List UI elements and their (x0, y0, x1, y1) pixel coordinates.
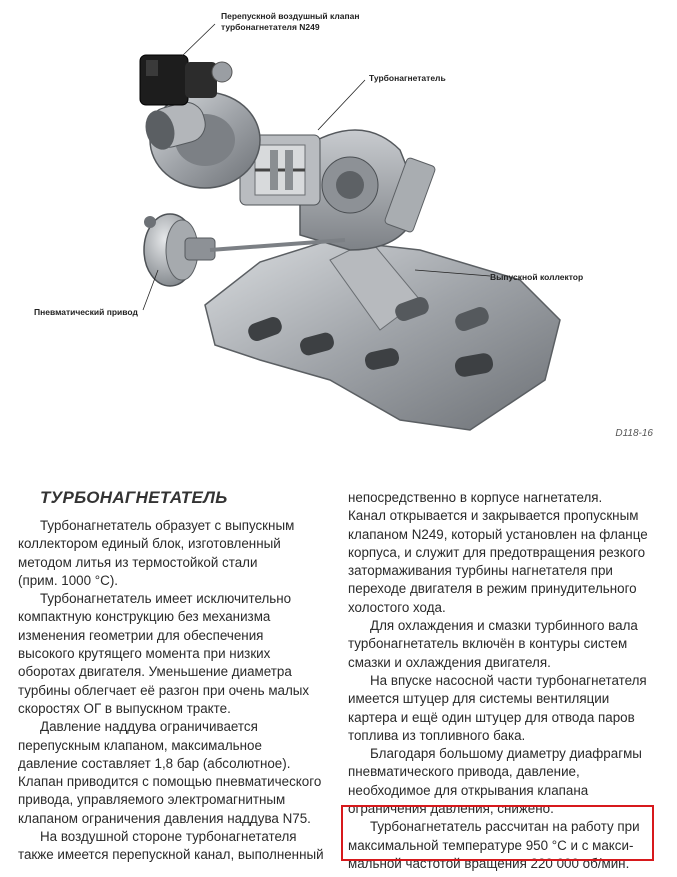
callout-valve-line2: турбонагнетателя N249 (221, 22, 320, 32)
text-line: высокого крутящего момента при низких (18, 646, 271, 662)
text-line: топлива из топливного бака. (348, 727, 526, 743)
exhaust-manifold (205, 240, 560, 430)
text-line: Клапан приводится с помощью пневматического (18, 774, 322, 790)
text-line: скоростях ОГ в выпускном тракте. (18, 700, 231, 716)
text-line: корпуса, и служит для предотвращения резкого (348, 544, 646, 560)
figure-id: D118-16 (615, 428, 653, 439)
text-line: картера и ещё один штуцер для отвода паров (348, 709, 635, 725)
text-line: клапаном ограничения давления наддува N75. (18, 810, 311, 826)
text-line: изменения геометрии для обеспечения (18, 627, 264, 643)
text-line: турбонагнетатель включён в контуры систем (348, 636, 628, 652)
text-line: имеется штуцер для системы вентиляции (348, 691, 610, 707)
text-line: На воздушной стороне турбонагнетателя (40, 829, 297, 845)
text-line: компактную конструкцию без механизма (18, 609, 271, 625)
text-line: Турбонагнетатель образует с выпускным (40, 518, 295, 533)
left-column (18, 517, 336, 865)
callout-exhaust-collector: Выпускной коллектор (490, 272, 584, 282)
text-line: привода, управляемого электромагнитным (18, 792, 286, 808)
highlighted-line: максимальной температуре 950 °C и с макси- (348, 837, 634, 853)
text-line: необходимое для открывания клапана (348, 782, 589, 798)
text-line: методом литья из термостойкой стали (18, 554, 258, 570)
text-line: Благодаря большому диаметру диафрагмы (370, 746, 642, 762)
text-line: также имеется перепускной канал, выполненный (18, 847, 324, 863)
text-line: холостого хода. (348, 599, 446, 615)
text-line: Для охлаждения и смазки турбинного вала (370, 618, 638, 634)
compressor-housing (141, 92, 260, 188)
text-line: затормаживания турбины нагнетателя при (348, 563, 613, 579)
text-line: перепускным клапаном, максимальное (18, 737, 262, 753)
text-line: Турбонагнетатель имеет исключительно (40, 591, 292, 607)
callout-valve-line1: Перепускной воздушный клапан (221, 11, 360, 21)
callout-pneumatic-actuator: Пневматический привод (34, 307, 138, 317)
callout-bypass-valve (221, 11, 360, 33)
text-line: оборотах двигателя. Уменьшение диаметра (18, 664, 292, 680)
text-line: клапаном N249, который установлен на фланце (348, 526, 648, 542)
highlight-box (341, 805, 654, 861)
text-line: На впуске насосной части турбонагнетателя (370, 672, 647, 688)
text-line: турбины облегчает её разгон при очень малых (18, 682, 310, 698)
text-line: пневматического привода, давление, (348, 764, 580, 780)
callout-turbocharger: Турбонагнетатель (369, 73, 446, 83)
text-line: смазки и охлаждения двигателя. (348, 654, 551, 670)
text-line: давление составляет 1,8 бар (абсолютное). (18, 755, 291, 771)
text-line: Канал открывается и закрывается пропускным (348, 508, 639, 524)
text-line: Давление наддува ограничивается (40, 719, 258, 735)
text-line: непосредственно в корпусе нагнетателя. (348, 490, 603, 505)
text-line: ограничения давления, снижено. (348, 801, 554, 817)
section-heading: ТУРБОНАГНЕТАТЕЛЬ (40, 488, 228, 507)
text-line: переходе двигателя в режим принудительного (348, 581, 637, 597)
text-line: коллектором единый блок, изготовленный (18, 536, 281, 552)
highlighted-line: Турбонагнетатель рассчитан на работу при (370, 819, 640, 835)
text-line: (прим. 1000 °C). (18, 572, 118, 588)
highlighted-line: мальной частотой вращения 220 000 об/мин. (348, 855, 630, 871)
